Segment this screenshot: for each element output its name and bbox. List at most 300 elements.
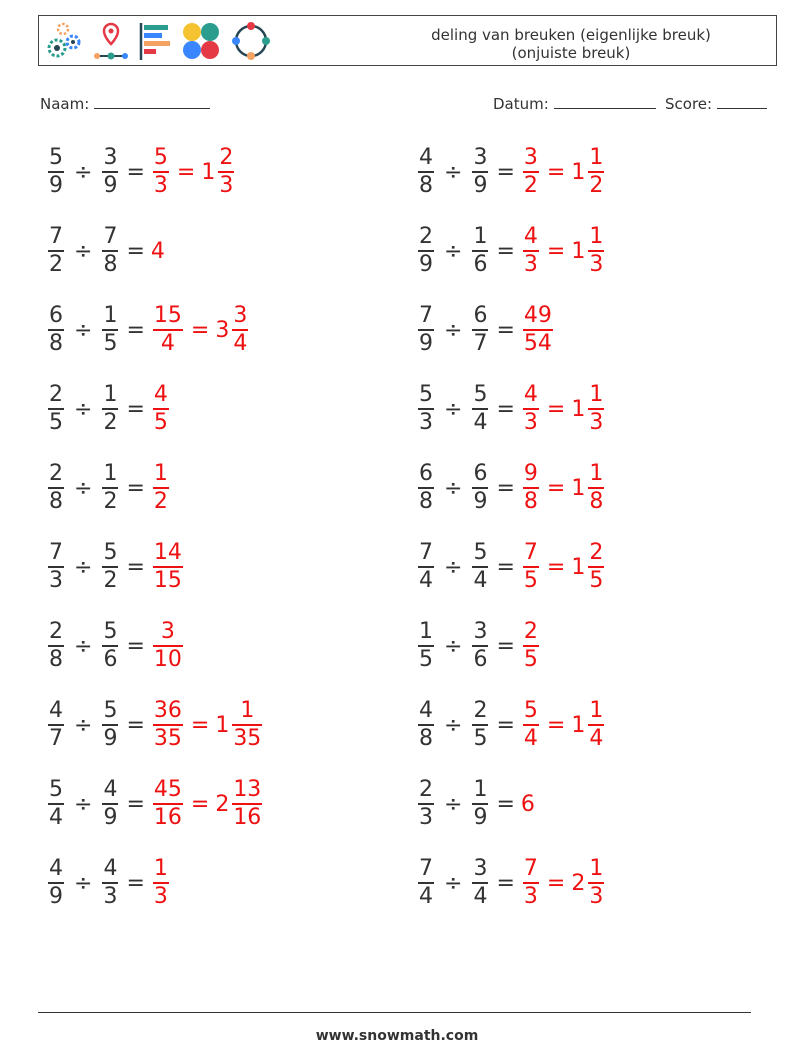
answer: [521, 461, 606, 515]
denominator: 8: [419, 172, 433, 198]
answer-equals-sign: =: [546, 238, 566, 264]
denominator: 8: [49, 646, 63, 672]
denominator: 5: [419, 646, 433, 672]
denominator: 35: [153, 725, 182, 751]
answer-whole: 4: [150, 238, 165, 264]
mixed-fraction: [588, 145, 604, 199]
answer: [151, 382, 171, 436]
denominator: 4: [589, 725, 604, 751]
numerator: 4: [49, 698, 63, 724]
answer: [521, 382, 606, 436]
divide-sign: ÷: [74, 791, 93, 817]
people-cycle-icon: [229, 20, 273, 62]
name-field[interactable]: [40, 94, 210, 113]
denominator: 3: [153, 172, 168, 198]
footer-website: www.snowmath.com: [315, 1028, 479, 1044]
numerator: 1: [153, 461, 168, 487]
answer-equals-sign: =: [176, 159, 196, 185]
divide-sign: ÷: [74, 159, 93, 185]
numerator: 1: [103, 461, 118, 487]
problem-item: [416, 142, 606, 202]
denominator: 9: [103, 804, 118, 830]
equals-sign: =: [126, 633, 145, 659]
dividend-fraction: [418, 303, 434, 357]
denominator: 5: [589, 567, 604, 593]
dividend-fraction: [48, 461, 64, 515]
answer: [151, 239, 165, 264]
numerator: 2: [589, 540, 604, 566]
numerator: 2: [419, 224, 433, 250]
answer-fraction: [523, 224, 539, 278]
numerator: 7: [103, 224, 118, 250]
denominator: 3: [523, 251, 538, 277]
numerator: 4: [523, 382, 538, 408]
equals-sign: =: [126, 712, 145, 738]
map-pin-network-icon: [91, 20, 131, 62]
answer-fraction: [153, 303, 183, 357]
equals-sign: =: [126, 791, 145, 817]
answer-fraction: [153, 698, 183, 752]
denominator: 5: [103, 330, 118, 356]
denominator: 6: [103, 646, 118, 672]
equals-sign: =: [496, 870, 515, 896]
equals-sign: =: [126, 238, 145, 264]
mixed-fraction: [232, 777, 262, 831]
numerator: 1: [473, 777, 488, 803]
answer-fraction: [523, 461, 539, 515]
worksheet-header: [38, 15, 777, 66]
dividend-fraction: [418, 224, 434, 278]
numerator: 15: [153, 303, 182, 329]
numerator: 7: [49, 224, 63, 250]
denominator: 5: [523, 567, 538, 593]
divisor-fraction: [102, 698, 118, 752]
mixed-fraction: [588, 382, 604, 436]
denominator: 5: [523, 646, 538, 672]
numerator: 5: [523, 698, 538, 724]
denominator: 9: [419, 330, 433, 356]
equals-sign: =: [496, 238, 515, 264]
problem-item: [416, 300, 555, 360]
numerator: 4: [49, 856, 63, 882]
numerator: 1: [589, 856, 604, 882]
divisor-fraction: [102, 856, 118, 910]
mixed-whole: 1: [571, 712, 586, 738]
numerator: 1: [419, 619, 433, 645]
numerator: 45: [153, 777, 182, 803]
dividend-fraction: [48, 540, 64, 594]
answer: [151, 303, 250, 357]
equals-sign: =: [126, 475, 145, 501]
answer: [521, 698, 606, 752]
date-blank[interactable]: [554, 94, 656, 109]
divisor-fraction: [472, 540, 488, 594]
denominator: 4: [419, 567, 433, 593]
answer-fraction: [153, 777, 183, 831]
mixed-whole: 1: [571, 159, 586, 185]
numerator: 1: [589, 461, 604, 487]
divide-sign: ÷: [444, 396, 463, 422]
numerator: 5: [103, 619, 118, 645]
divide-sign: ÷: [74, 475, 93, 501]
divide-sign: ÷: [74, 396, 93, 422]
denominator: 3: [419, 409, 433, 435]
denominator: 2: [153, 488, 168, 514]
denominator: 3: [103, 883, 118, 909]
answer-equals-sign: =: [546, 870, 566, 896]
answer: [521, 856, 606, 910]
numerator: 14: [153, 540, 182, 566]
divisor-fraction: [102, 382, 118, 436]
denominator: 5: [153, 409, 168, 435]
dividend-fraction: [48, 382, 64, 436]
divide-sign: ÷: [444, 238, 463, 264]
answer: [521, 224, 606, 278]
dividend-fraction: [48, 777, 64, 831]
divide-sign: ÷: [444, 870, 463, 896]
answer: [521, 792, 535, 817]
numerator: 6: [419, 461, 433, 487]
numerator: 7: [523, 540, 538, 566]
divide-sign: ÷: [74, 633, 93, 659]
score-label: Score:: [665, 95, 713, 113]
denominator: 10: [153, 646, 182, 672]
divide-sign: ÷: [74, 238, 93, 264]
denominator: 35: [233, 725, 262, 751]
numerator: 1: [589, 224, 604, 250]
numerator: 6: [473, 303, 488, 329]
problem-item: [416, 853, 606, 913]
denominator: 2: [49, 251, 63, 277]
numerator: 4: [419, 145, 433, 171]
answer-fraction: [523, 856, 539, 910]
divide-sign: ÷: [444, 475, 463, 501]
answer-fraction: [523, 382, 539, 436]
denominator: 16: [153, 804, 182, 830]
answer-fraction: [153, 145, 169, 199]
numerator: 1: [103, 382, 118, 408]
answer-equals-sign: =: [190, 791, 210, 817]
equals-sign: =: [496, 791, 515, 817]
dividend-fraction: [48, 145, 64, 199]
denominator: 8: [523, 488, 538, 514]
problem-item: [46, 379, 171, 439]
numerator: 5: [49, 777, 63, 803]
dividend-fraction: [48, 619, 64, 673]
numerator: 4: [523, 224, 538, 250]
problem-item: [416, 379, 606, 439]
equals-sign: =: [496, 396, 515, 422]
divisor-fraction: [472, 698, 488, 752]
numerator: 3: [473, 145, 488, 171]
answer-equals-sign: =: [546, 554, 566, 580]
denominator: 9: [473, 488, 488, 514]
mixed-fraction: [218, 145, 234, 199]
numerator: 13: [233, 777, 262, 803]
numerator: 1: [473, 224, 488, 250]
numerator: 9: [523, 461, 538, 487]
mixed-whole: 2: [215, 791, 230, 817]
numerator: 1: [589, 382, 604, 408]
footer-divider: [38, 1012, 751, 1013]
divide-sign: ÷: [444, 791, 463, 817]
problem-item: [46, 616, 185, 676]
divisor-fraction: [472, 856, 488, 910]
dividend-fraction: [418, 461, 434, 515]
answer-fraction: [153, 461, 169, 515]
numerator: 5: [153, 145, 168, 171]
numerator: 7: [419, 540, 433, 566]
denominator: 8: [49, 488, 63, 514]
mixed-whole: 1: [201, 159, 216, 185]
mixed-fraction: [588, 224, 604, 278]
worksheet-title: [406, 26, 736, 62]
answer-fraction: [153, 856, 169, 910]
denominator: 4: [233, 330, 248, 356]
divide-sign: ÷: [74, 712, 93, 738]
name-blank[interactable]: [94, 94, 210, 109]
numerator: 5: [473, 540, 488, 566]
denominator: 2: [103, 488, 118, 514]
equals-sign: =: [496, 475, 515, 501]
divisor-fraction: [472, 145, 488, 199]
mixed-fraction: [588, 856, 604, 910]
equals-sign: =: [126, 396, 145, 422]
dividend-fraction: [418, 777, 434, 831]
divisor-fraction: [472, 461, 488, 515]
denominator: 3: [589, 883, 604, 909]
denominator: 3: [49, 567, 63, 593]
date-field[interactable]: [493, 94, 656, 113]
title-line-1: deling van breuken (eigenlijke breuk): [431, 26, 711, 44]
dividend-fraction: [48, 224, 64, 278]
numerator: 6: [49, 303, 63, 329]
denominator: 16: [233, 804, 262, 830]
divide-sign: ÷: [444, 159, 463, 185]
dividend-fraction: [48, 856, 64, 910]
denominator: 2: [103, 567, 118, 593]
divisor-fraction: [472, 619, 488, 673]
numerator: 7: [419, 303, 433, 329]
denominator: 9: [473, 804, 488, 830]
numerator: 36: [153, 698, 182, 724]
equals-sign: =: [126, 554, 145, 580]
denominator: 7: [49, 725, 63, 751]
dividend-fraction: [418, 619, 434, 673]
equals-sign: =: [496, 712, 515, 738]
divide-sign: ÷: [444, 317, 463, 343]
denominator: 5: [49, 409, 63, 435]
denominator: 2: [589, 172, 604, 198]
problem-item: [46, 774, 264, 834]
denominator: 4: [419, 883, 433, 909]
divisor-fraction: [102, 619, 118, 673]
denominator: 9: [103, 172, 118, 198]
answer: [151, 777, 264, 831]
numerator: 5: [419, 382, 433, 408]
divisor-fraction: [102, 303, 118, 357]
numerator: 2: [49, 461, 63, 487]
dividend-fraction: [48, 303, 64, 357]
numerator: 1: [589, 145, 604, 171]
denominator: 9: [419, 251, 433, 277]
divide-sign: ÷: [74, 870, 93, 896]
problem-item: [416, 221, 606, 281]
numerator: 2: [49, 619, 63, 645]
numerator: 4: [103, 777, 118, 803]
denominator: 4: [473, 567, 488, 593]
numerator: 4: [153, 382, 168, 408]
problem-item: [416, 774, 535, 834]
problem-item: [46, 221, 165, 281]
mixed-fraction: [232, 303, 248, 357]
score-blank[interactable]: [717, 94, 767, 109]
mixed-whole: 3: [215, 317, 230, 343]
divisor-fraction: [472, 303, 488, 357]
denominator: 3: [219, 172, 234, 198]
divisor-fraction: [472, 224, 488, 278]
mixed-fraction: [588, 698, 604, 752]
denominator: 15: [153, 567, 182, 593]
problem-item: [46, 458, 171, 518]
numerator: 2: [473, 698, 488, 724]
problem-item: [46, 537, 185, 597]
answer: [151, 145, 236, 199]
divisor-fraction: [472, 777, 488, 831]
numerator: 3: [233, 303, 248, 329]
mixed-whole: 1: [571, 238, 586, 264]
denominator: 2: [103, 409, 118, 435]
numerator: 1: [589, 698, 604, 724]
mixed-whole: 1: [571, 475, 586, 501]
denominator: 4: [523, 725, 538, 751]
numerator: 7: [49, 540, 63, 566]
numerator: 2: [523, 619, 538, 645]
divisor-fraction: [102, 145, 118, 199]
equals-sign: =: [126, 159, 145, 185]
answer-whole: 6: [520, 791, 535, 817]
numerator: 2: [219, 145, 234, 171]
denominator: 8: [419, 488, 433, 514]
dividend-fraction: [418, 382, 434, 436]
problem-item: [416, 616, 541, 676]
divide-sign: ÷: [444, 633, 463, 659]
answer-fraction: [523, 619, 539, 673]
answer-equals-sign: =: [190, 712, 210, 738]
numerator: 1: [153, 856, 168, 882]
denominator: 8: [103, 251, 118, 277]
denominator: 9: [49, 883, 63, 909]
numerator: 7: [523, 856, 538, 882]
answer-fraction: [153, 619, 183, 673]
denominator: 6: [473, 251, 488, 277]
numerator: 3: [160, 619, 175, 645]
answer-equals-sign: =: [546, 159, 566, 185]
denominator: 8: [49, 330, 63, 356]
mixed-fraction: [588, 540, 604, 594]
denominator: 54: [523, 330, 552, 356]
denominator: 4: [49, 804, 63, 830]
answer-fraction: [153, 382, 169, 436]
dividend-fraction: [418, 540, 434, 594]
numerator: 5: [473, 382, 488, 408]
denominator: 3: [523, 883, 538, 909]
answer: [521, 303, 555, 357]
numerator: 2: [49, 382, 63, 408]
answer: [151, 856, 171, 910]
numerator: 3: [523, 145, 538, 171]
date-label: Datum:: [493, 95, 549, 113]
denominator: 3: [589, 251, 604, 277]
numerator: 3: [473, 856, 488, 882]
numerator: 4: [419, 698, 433, 724]
score-field[interactable]: [665, 94, 767, 113]
denominator: 3: [523, 409, 538, 435]
divisor-fraction: [102, 777, 118, 831]
denominator: 9: [103, 725, 118, 751]
divisor-fraction: [102, 540, 118, 594]
problem-item: [46, 142, 236, 202]
denominator: 8: [589, 488, 604, 514]
numerator: 5: [49, 145, 63, 171]
gears-icon: [45, 20, 85, 62]
equals-sign: =: [126, 317, 145, 343]
mixed-fraction: [588, 461, 604, 515]
numerator: 1: [240, 698, 255, 724]
mixed-whole: 1: [215, 712, 230, 738]
problem-item: [416, 537, 606, 597]
header-logos: [45, 20, 275, 62]
equals-sign: =: [496, 159, 515, 185]
numerator: 49: [523, 303, 552, 329]
answer: [151, 540, 185, 594]
numerator: 1: [103, 303, 118, 329]
numerator: 3: [103, 145, 118, 171]
denominator: 3: [589, 409, 604, 435]
divide-sign: ÷: [444, 554, 463, 580]
denominator: 4: [160, 330, 175, 356]
denominator: 2: [523, 172, 538, 198]
problem-item: [416, 458, 606, 518]
denominator: 8: [419, 725, 433, 751]
mixed-whole: 1: [571, 396, 586, 422]
divisor-fraction: [102, 461, 118, 515]
divide-sign: ÷: [444, 712, 463, 738]
divisor-fraction: [102, 224, 118, 278]
numerator: 4: [103, 856, 118, 882]
answer: [151, 461, 171, 515]
numerator: 3: [473, 619, 488, 645]
answer-equals-sign: =: [546, 712, 566, 738]
denominator: 5: [473, 725, 488, 751]
answer: [151, 619, 185, 673]
numerator: 7: [419, 856, 433, 882]
problem-item: [416, 695, 606, 755]
denominator: 3: [153, 883, 168, 909]
dividend-fraction: [418, 856, 434, 910]
equals-sign: =: [496, 554, 515, 580]
denominator: 7: [473, 330, 488, 356]
answer: [521, 145, 606, 199]
answer-equals-sign: =: [546, 475, 566, 501]
numerator: 5: [103, 540, 118, 566]
answer-equals-sign: =: [190, 317, 210, 343]
mixed-fraction: [232, 698, 262, 752]
denominator: 3: [419, 804, 433, 830]
answer-fraction: [523, 540, 539, 594]
divisor-fraction: [472, 382, 488, 436]
numerator: 2: [419, 777, 433, 803]
